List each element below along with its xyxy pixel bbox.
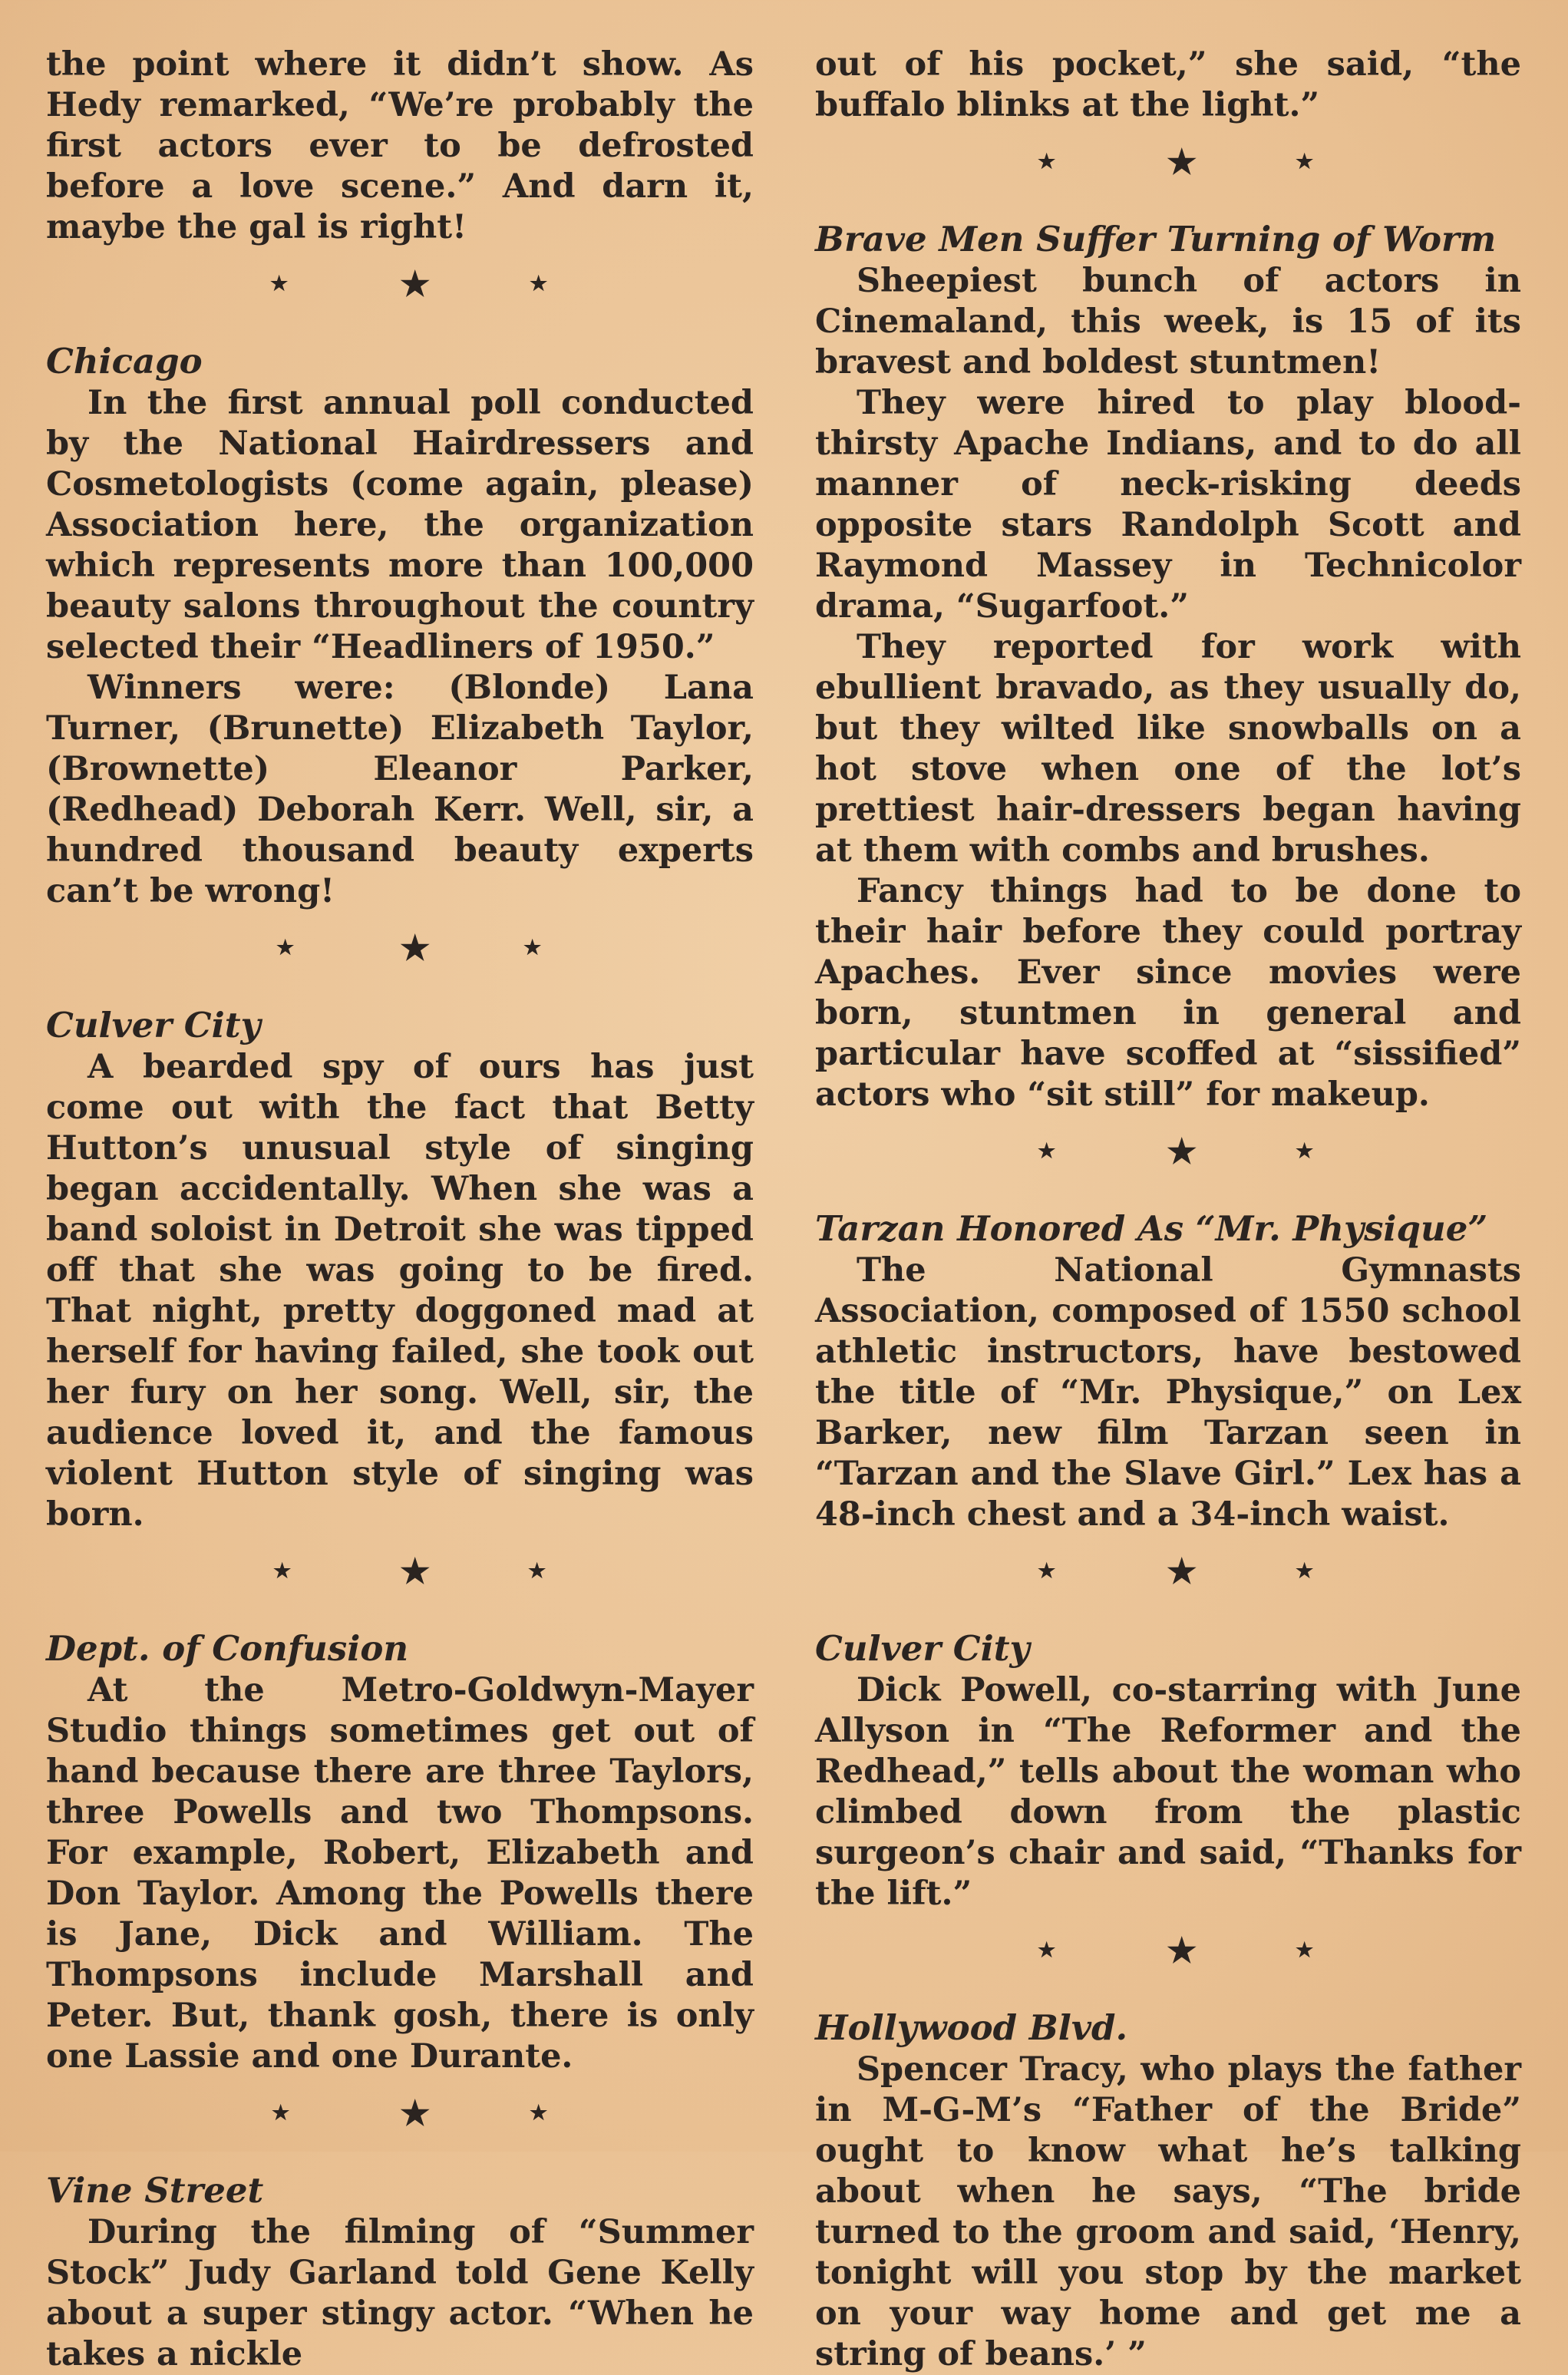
section-heading: Brave Men Suffer Turning of Worm bbox=[815, 219, 1497, 259]
star-separator: ★ ★ ★ bbox=[273, 1552, 546, 1591]
right-intro: out of his pocket,” she said, “the buffalo blinks at the light.” bbox=[815, 45, 1521, 124]
right-column bbox=[815, 45, 1521, 2375]
paragraph: In the first annual poll conducted by the National Hairdressers and Cosmetologists (come again, please) Association here, the organization which represents more than 100,000 beauty salons throughout the country selected their “Headliners of 1950.” bbox=[46, 384, 754, 666]
left-column bbox=[46, 45, 754, 2375]
section-heading: Culver City bbox=[46, 1005, 261, 1045]
section-heading: Vine Street bbox=[46, 2170, 264, 2211]
paragraph: Fancy things had to be done to their hair before they could portray Apaches. Ever since movies were born, stuntmen in general and particular have scoffed at “sissified” actors who “sit still” for makeup. bbox=[815, 872, 1521, 1114]
paragraph: Winners were: (Blonde) Lana Turner, (Brunette) Elizabeth Taylor, (Brownette) Eleanor Parker, (Redhead) Deborah Kerr. Well, sir, a hundred thousand beauty experts can’t be wrong! bbox=[46, 669, 754, 910]
left-intro: the point where it didn’t show. As Hedy remarked, “We’re probably the first actors ever to be defrosted before a love scene.” And darn it, maybe the gal is right! bbox=[46, 45, 754, 246]
paragraph: A bearded spy of ours has just come out with the fact that Betty Hutton’s unusual style of singing began accidentally. When she was a band soloist in Detroit she was tipped off that she was going to be fired. That night, pretty doggoned mad at herself for having failed, she took out her fury on her song. Well, sir, the audience loved it, and the famous violent Hutton style of singing was born. bbox=[46, 1048, 754, 1534]
star-separator: ★ ★ ★ bbox=[276, 929, 542, 968]
star-separator: ★ ★ ★ bbox=[1038, 1552, 1314, 1591]
star-separator: ★ ★ ★ bbox=[270, 265, 548, 304]
star-separator: ★ ★ ★ bbox=[1038, 1931, 1314, 1970]
section-heading: Culver City bbox=[815, 1628, 1030, 1669]
section-heading: Dept. of Confusion bbox=[46, 1628, 409, 1669]
star-separator: ★ ★ ★ bbox=[1038, 1132, 1314, 1171]
paragraph: They were hired to play blood-thirsty Apache Indians, and to do all manner of neck-risking deeds opposite stars Randolph Scott and Raymond Massey in Technicolor drama, “Sugarfoot.” bbox=[815, 384, 1521, 626]
paragraph: During the filming of “Summer Stock” Judy Garland told Gene Kelly about a super stingy actor. “When he takes a nickle bbox=[46, 2213, 754, 2373]
section-heading: Hollywood Blvd. bbox=[815, 2007, 1128, 2048]
paragraph: At the Metro-Goldwyn-Mayer Studio things sometimes get out of hand because there are three Taylors, three Powells and two Thompsons. For example, Robert, Elizabeth and Don Taylor. Among the Powells there is Jane, Dick and William. The Thompsons include Marshall and Peter. But, thank gosh, there is only one Lassie and one Durante. bbox=[46, 1671, 754, 2076]
section-heading: Tarzan Honored As “Mr. Physique” bbox=[815, 1208, 1488, 1249]
paragraph: Sheepiest bunch of actors in Cinemaland, this week, is 15 of its bravest and boldest stuntmen! bbox=[815, 262, 1521, 382]
star-separator: ★ ★ ★ bbox=[1038, 143, 1314, 182]
paragraph: They reported for work with ebullient bravado, as they usually do, but they wilted like snowballs on a hot stove when one of the lot’s prettiest hair-dressers began having at them with combs and brushes. bbox=[815, 628, 1521, 870]
section-heading: Chicago bbox=[46, 341, 203, 382]
star-separator: ★ ★ ★ bbox=[272, 2094, 548, 2133]
paragraph: Dick Powell, co-starring with June Allyson in “The Reformer and the Redhead,” tells about the woman who climbed down from the plastic surgeon’s chair and said, “Thanks for the lift.” bbox=[815, 1671, 1521, 1913]
paragraph: The National Gymnasts Association, composed of 1550 school athletic instructors, have bestowed the title of “Mr. Physique,” on Lex Barker, new film Tarzan seen in “Tarzan and the Slave Girl.” Lex has a 48-inch chest and a 34-inch waist. bbox=[815, 1251, 1521, 1534]
paragraph: Spencer Tracy, who plays the father in M-G-M’s “Father of the Bride” ought to know what he’s talking about when he says, “The bride turned to the groom and said, ‘Henry, tonight will you stop by the market on your way home and get me a string of beans.’ ” bbox=[815, 2050, 1521, 2373]
